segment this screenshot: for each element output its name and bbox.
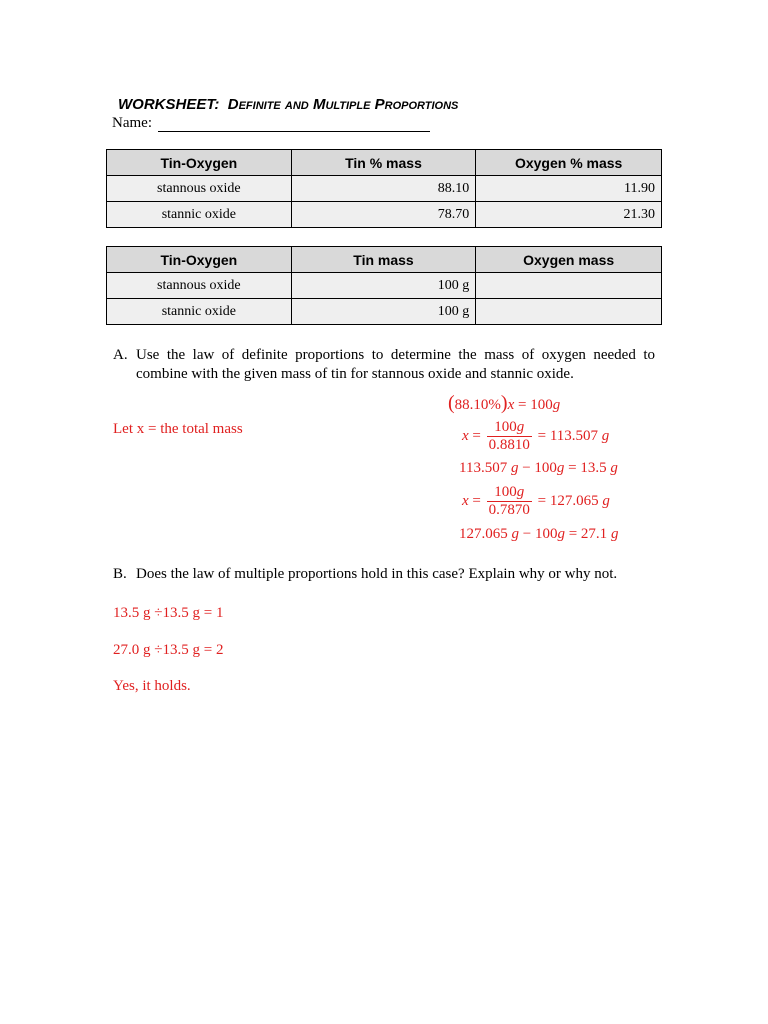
table-cell: 100 g <box>291 299 476 325</box>
column-header: Tin-Oxygen <box>107 150 292 176</box>
name-label: Name: <box>112 115 152 131</box>
mass-table <box>106 246 662 325</box>
table-cell: stannic oxide <box>107 202 292 228</box>
title-word: MULTIPLE <box>312 96 371 113</box>
title-prefix: WORKSHEET: <box>118 96 220 113</box>
equation-5: 127.065 g − 100g = 27.1 g <box>459 526 619 542</box>
equation-2: x = $\frac{100g}{0.8810}$ = 113.507 g <box>462 419 610 453</box>
name-blank-line[interactable] <box>158 117 430 132</box>
question-a-letter: A. <box>113 347 128 363</box>
table-row <box>107 273 662 299</box>
equation-4: x = $\frac{100g}{0.7870}$ = 127.065 g <box>462 484 610 518</box>
table-cell: 88.10 <box>291 176 476 202</box>
question-a-text-line2: combine with the given mass of tin for stannous oxide and stannic oxide. <box>136 366 574 382</box>
table-row <box>107 176 662 202</box>
fraction: $\frac{100g}{0.8810}$ <box>488 419 530 453</box>
column-header: Tin-Oxygen <box>107 247 292 273</box>
name-field <box>112 115 430 132</box>
table-row <box>107 202 662 228</box>
equation-3: 113.507 g − 100g = 13.5 g <box>459 460 618 476</box>
table-cell: stannic oxide <box>107 299 292 325</box>
column-header: Oxygen mass <box>476 247 662 273</box>
title-word: DEFINITE <box>227 96 281 113</box>
question-a-text-line1: Use the law of definite proportions to determine the mass of oxygen needed to <box>136 347 655 363</box>
table-row <box>107 299 662 325</box>
percent-mass-table <box>106 149 662 228</box>
table-cell: 11.90 <box>476 176 662 202</box>
answer-b-conclusion: Yes, it holds. <box>113 678 191 694</box>
title-word: PROPORTIONS <box>374 96 459 113</box>
question-b-letter: B. <box>113 566 127 582</box>
title-word: AND <box>284 100 309 112</box>
table-header-row <box>107 247 662 273</box>
fraction: $\frac{100g}{0.7870}$ <box>488 484 530 518</box>
answer-a-definition: Let x = the total mass <box>113 421 243 437</box>
question-b-text: Does the law of multiple proportions hold in this case? Explain why or why not. <box>136 566 618 582</box>
oxygen-mass-blank-cell[interactable] <box>476 273 662 299</box>
table-cell: stannous oxide <box>107 273 292 299</box>
column-header: Oxygen % mass <box>476 150 662 176</box>
answer-b-line2: 27.0 g ÷13.5 g = 2 <box>113 642 224 658</box>
oxygen-mass-blank-cell[interactable] <box>476 299 662 325</box>
table-header-row <box>107 150 662 176</box>
table-cell: 78.70 <box>291 202 476 228</box>
table-cell: 21.30 <box>476 202 662 228</box>
equation-1: (88.10%)x = 100g <box>448 392 561 414</box>
table-cell: 100 g <box>291 273 476 299</box>
column-header: Tin % mass <box>291 150 476 176</box>
column-header: Tin mass <box>291 247 476 273</box>
table-cell: stannous oxide <box>107 176 292 202</box>
answer-b-line1: 13.5 g ÷13.5 g = 1 <box>113 605 224 621</box>
worksheet-title <box>118 96 458 113</box>
